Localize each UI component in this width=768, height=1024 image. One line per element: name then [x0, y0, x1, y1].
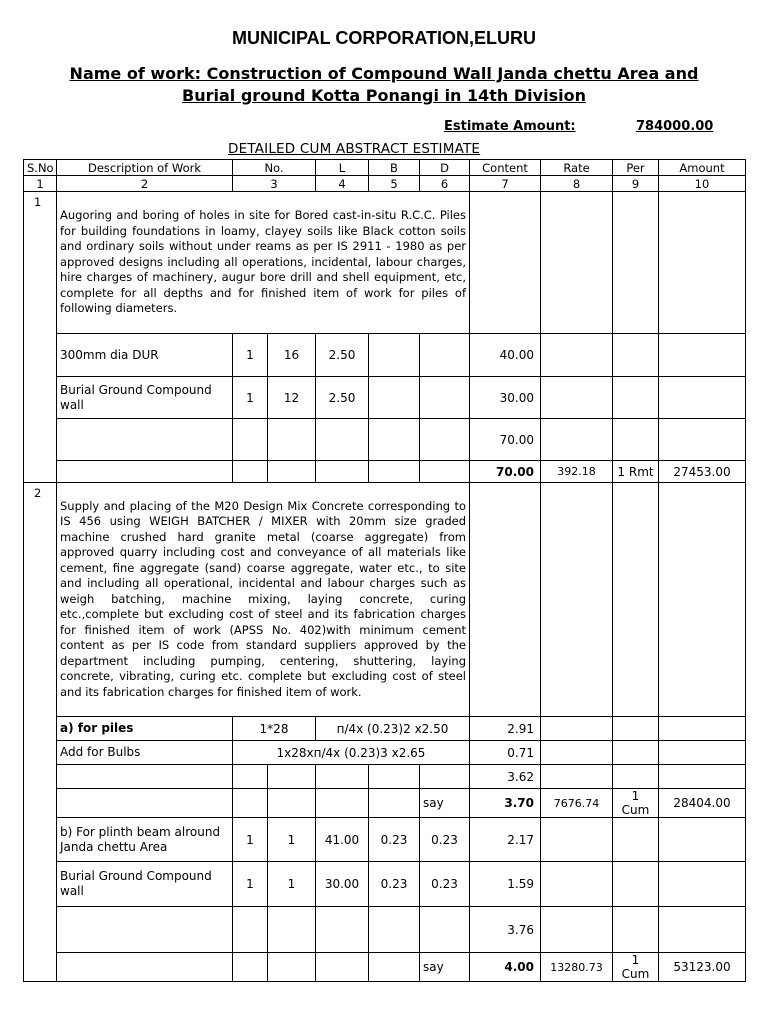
item-2-say-b-content: 4.00 [470, 953, 541, 982]
col-number: 8 [541, 176, 613, 192]
item-2-piles-formula: п/4x (0.23)2 x2.50 [316, 717, 470, 741]
estimate-table [23, 159, 746, 982]
column-number-row [24, 176, 746, 192]
col-title-amount: Amount [659, 160, 746, 176]
name-of-work-line-1: Name of work: Construction of Compound Wall Janda chettu Area and [69, 64, 699, 83]
item-1-row-burial-no2: 12 [268, 377, 316, 419]
item-2-burial-row [24, 862, 746, 907]
item-1-total-amount: 27453.00 [659, 461, 746, 483]
item-2-sno: 2 [24, 483, 57, 982]
item-1-row-dur-desc: 300mm dia DUR [57, 334, 233, 377]
col-number: 4 [316, 176, 369, 192]
item-2-say-b-amount: 53123.00 [659, 953, 746, 982]
item-1-total-row [24, 461, 746, 483]
item-2-subtotal-a-row [24, 765, 746, 789]
item-2-piles-row [24, 717, 746, 741]
item-2-say-b-rate: 13280.73 [541, 953, 613, 982]
item-2-say-a-amount: 28404.00 [659, 789, 746, 818]
item-1-subtotal: 70.00 [470, 419, 541, 461]
col-number: 2 [57, 176, 233, 192]
item-2-plinth-no1: 1 [233, 818, 268, 862]
col-number: 3 [233, 176, 316, 192]
item-2-burial-content: 1.59 [470, 862, 541, 907]
item-2-subtotal-b-row [24, 907, 746, 953]
col-number: 9 [613, 176, 659, 192]
item-2-piles-no: 1*28 [233, 717, 316, 741]
item-1-total-content: 70.00 [470, 461, 541, 483]
item-2-burial-b: 0.23 [369, 862, 420, 907]
item-2-description-row [24, 483, 746, 717]
col-number: 5 [369, 176, 420, 192]
estimate-subtitle: DETAILED CUM ABSTRACT ESTIMATE [228, 141, 481, 157]
col-title-no: No. [233, 160, 316, 176]
item-2-say-b-label: say [420, 953, 470, 982]
item-2-piles-content: 2.91 [470, 717, 541, 741]
item-2-bulbs-content: 0.71 [470, 741, 541, 765]
col-number: 6 [420, 176, 470, 192]
item-2-say-a-row [24, 789, 746, 818]
estimate-amount-value: 784000.00 [636, 119, 714, 134]
item-2-burial-no1: 1 [233, 862, 268, 907]
col-title-per: Per [613, 160, 659, 176]
item-1-row-burial-content: 30.00 [470, 377, 541, 419]
item-2-say-a-label: say [420, 789, 470, 818]
item-2-burial-l: 30.00 [316, 862, 369, 907]
organization-title: MUNICIPAL CORPORATION,ELURU [232, 28, 536, 48]
item-2-plinth-content: 2.17 [470, 818, 541, 862]
item-1-row-burial-no1: 1 [233, 377, 268, 419]
col-title-rate: Rate [541, 160, 613, 176]
item-1-row-burial-l: 2.50 [316, 377, 369, 419]
col-number: 7 [470, 176, 541, 192]
item-2-plinth-desc: b) For plinth beam alround Janda chettu Area [57, 818, 233, 862]
item-2-burial-d: 0.23 [420, 862, 470, 907]
item-2-bulbs-formula: 1x28xп/4x (0.23)3 x2.65 [233, 741, 470, 765]
item-1-sno: 1 [24, 192, 57, 483]
item-1-row-dur-no2: 16 [268, 334, 316, 377]
item-1-row-dur-no1: 1 [233, 334, 268, 377]
item-2-say-a-rate: 7676.74 [541, 789, 613, 818]
name-of-work-line-2: Burial ground Kotta Ponangi in 14th Division [182, 86, 586, 105]
item-1-row-burial-desc: Burial Ground Compound wall [57, 377, 233, 419]
item-2-bulbs-row [24, 741, 746, 765]
col-number: 1 [24, 176, 57, 192]
item-1-description-row [24, 192, 746, 334]
column-title-row [24, 160, 746, 176]
item-2-piles-desc: a) for piles [57, 717, 233, 741]
item-1-row-dur-content: 40.00 [470, 334, 541, 377]
item-2-say-a-per: 1 Cum [613, 789, 659, 818]
col-number: 10 [659, 176, 746, 192]
col-title-b: B [369, 160, 420, 176]
item-2-say-a-content: 3.70 [470, 789, 541, 818]
item-1-row-dur [24, 334, 746, 377]
item-1-subtotal-row [24, 419, 746, 461]
col-title-d: D [420, 160, 470, 176]
item-1-total-rate: 392.18 [541, 461, 613, 483]
col-title-content: Content [470, 160, 541, 176]
item-1-row-dur-l: 2.50 [316, 334, 369, 377]
item-1-description: Augoring and boring of holes in site for Bored cast-in-situ R.C.C. Piles for building foundations in loamy, clayey soils like Black cotton soils and ordinary soils without under reams as per IS 2911 - 1980 as per approved designs including all operations, incidental, labour charges, hire charges of machinery, augur bore drill and shell equipment, etc, complete for all depths and for finished item of work for piles of following diameters. [57, 192, 470, 334]
item-2-say-b-row [24, 953, 746, 982]
item-2-plinth-row [24, 818, 746, 862]
col-title-sno: S.No [24, 160, 57, 176]
item-2-bulbs-desc: Add for Bulbs [57, 741, 233, 765]
item-1-total-per: 1 Rmt [613, 461, 659, 483]
item-2-plinth-b: 0.23 [369, 818, 420, 862]
col-title-l: L [316, 160, 369, 176]
item-2-subtotal-b: 3.76 [470, 907, 541, 953]
col-title-description: Description of Work [57, 160, 233, 176]
item-2-subtotal-a: 3.62 [470, 765, 541, 789]
item-2-description: Supply and placing of the M20 Design Mix Concrete corresponding to IS 456 using WEIGH BATCHER / MIXER with 20mm size graded machine crushed hard granite metal (coarse aggregate) from approved quarry including cost and conveyance of all materials like cement, fine aggregate (sand) coarse aggregate, water etc., to site and including all operational, incidental and labour charges such as weigh batching, machine mixing, laying concrete, curing etc.,complete but excluding cost of steel and its fabrication charges for finished item of work (APSS No. 402)with minimum cement content as per IS code from standard suppliers approved by the department including pumping, centering, shuttering, laying concrete, vibrating, curing etc. complete but excluding cost of steel and its fabrication charges for finished item of work. [57, 483, 470, 717]
item-2-plinth-d: 0.23 [420, 818, 470, 862]
item-2-plinth-l: 41.00 [316, 818, 369, 862]
estimate-amount-label: Estimate Amount: [444, 119, 576, 134]
item-2-plinth-no2: 1 [268, 818, 316, 862]
item-1-row-burial [24, 377, 746, 419]
item-2-burial-no2: 1 [268, 862, 316, 907]
item-2-burial-desc: Burial Ground Compound wall [57, 862, 233, 907]
item-2-say-b-per: 1 Cum [613, 953, 659, 982]
name-of-work [20, 63, 748, 107]
